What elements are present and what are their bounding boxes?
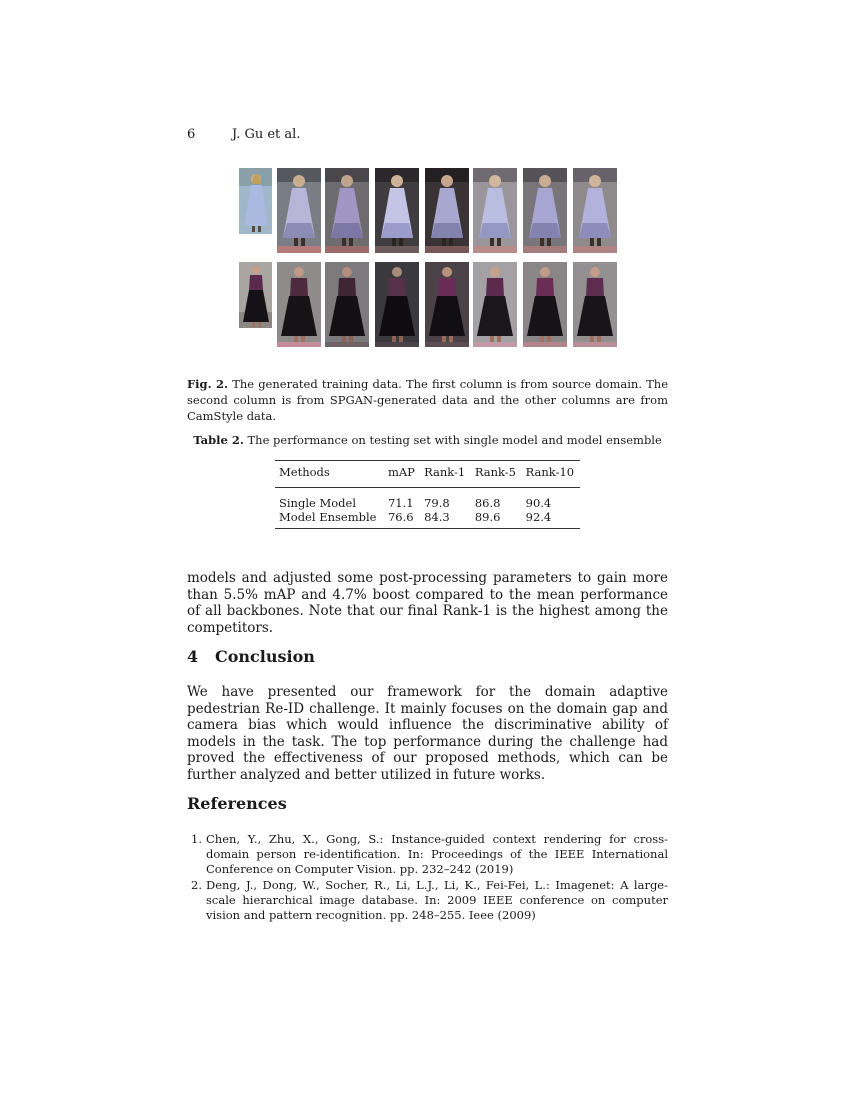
reference-number: 2.	[191, 878, 202, 892]
references-heading: References	[187, 794, 287, 813]
column-header: mAP	[387, 465, 415, 479]
camstyle-image	[523, 168, 567, 253]
table-cell: 89.6	[474, 510, 501, 524]
running-authors: J. Gu et al.	[232, 127, 301, 142]
camstyle-image	[325, 168, 369, 253]
camstyle-image	[425, 262, 469, 347]
source-domain-image	[239, 168, 272, 234]
camstyle-image	[473, 262, 517, 347]
body-paragraph: models and adjusted some post-processing parameters to gain more than 5.5% mAP and 4.7% boost compared to the mean performance of all backbones. Note that our final Rank-1 is the highest among the competitors.	[187, 570, 668, 636]
table-cell: 71.1	[387, 496, 414, 510]
figure-row-blue-dress	[239, 168, 619, 253]
table-cell: 76.6	[387, 510, 414, 524]
table-cell: Model Ensemble	[279, 510, 377, 524]
reference-item	[187, 878, 668, 923]
table-cell: Single Model	[279, 496, 357, 510]
column-header: Rank-5	[474, 465, 516, 479]
camstyle-image	[473, 168, 517, 253]
camstyle-image	[573, 168, 617, 253]
column-header: Rank-10	[525, 465, 575, 479]
table-row	[275, 488, 580, 511]
figure-caption-text: The generated training data. The first column is from source domain. The second column is from SPGAN-generated data and the other columns are from CamStyle data.	[187, 377, 668, 423]
table-caption-text: The performance on testing set with single model and model ensemble	[243, 433, 662, 447]
camstyle-image	[325, 262, 369, 347]
body-paragraph: We have presented our framework for the domain adaptive pedestrian Re-ID challenge. It mainly focuses on the domain gap and camera bias which would influence the discriminative ability of models in the task. The top performance during the challenge had proved the effectiveness of our proposed methods, which can be further analyzed and better utilized in future works.	[187, 684, 668, 783]
figure-row-black-dress	[239, 262, 619, 347]
camstyle-image	[425, 168, 469, 253]
table-caption-label: Table 2.	[193, 433, 244, 447]
table-row	[275, 510, 580, 529]
spgan-generated-image	[277, 168, 321, 253]
source-domain-image	[239, 262, 272, 328]
camstyle-image	[375, 262, 419, 347]
figure-caption-label: Fig. 2.	[187, 377, 229, 391]
table-header-row	[275, 461, 580, 488]
reference-item	[187, 832, 668, 877]
table-cell: 92.4	[525, 510, 552, 524]
results-table	[275, 460, 580, 529]
figure-caption	[187, 376, 668, 424]
spgan-generated-image	[277, 262, 321, 347]
page-number: 6	[187, 127, 196, 142]
camstyle-image	[523, 262, 567, 347]
section-heading	[187, 647, 315, 666]
reference-list	[187, 832, 668, 924]
camstyle-image	[573, 262, 617, 347]
camstyle-image	[375, 168, 419, 253]
table-cell: 90.4	[525, 496, 552, 510]
table-cell: 79.8	[424, 496, 450, 510]
reference-text: Deng, J., Dong, W., Socher, R., Li, L.J., Li, K., Fei-Fei, L.: Imagenet: A large-scale hierarchical image database. In: 2009 IEEE conference on computer vision and pattern recognition. pp. 248–255. Ieee (2009)	[206, 878, 668, 922]
reference-text: Chen, Y., Zhu, X., Gong, S.: Instance-guided context rendering for cross-domain person re-identification. In: Proceedings of the IEEE International Conference on Computer Vision. pp. 232–242 (2019)	[206, 832, 668, 876]
table-cell: 84.3	[424, 510, 450, 524]
table-caption	[187, 433, 668, 447]
section-number: 4	[187, 647, 199, 666]
table-cell: 86.8	[474, 496, 501, 510]
section-title: Conclusion	[215, 647, 315, 666]
figure-2-image-grid	[239, 168, 619, 353]
reference-number: 1.	[191, 832, 202, 846]
running-header	[187, 127, 300, 142]
column-header: Rank-1	[424, 465, 466, 479]
column-header: Methods	[279, 465, 330, 479]
